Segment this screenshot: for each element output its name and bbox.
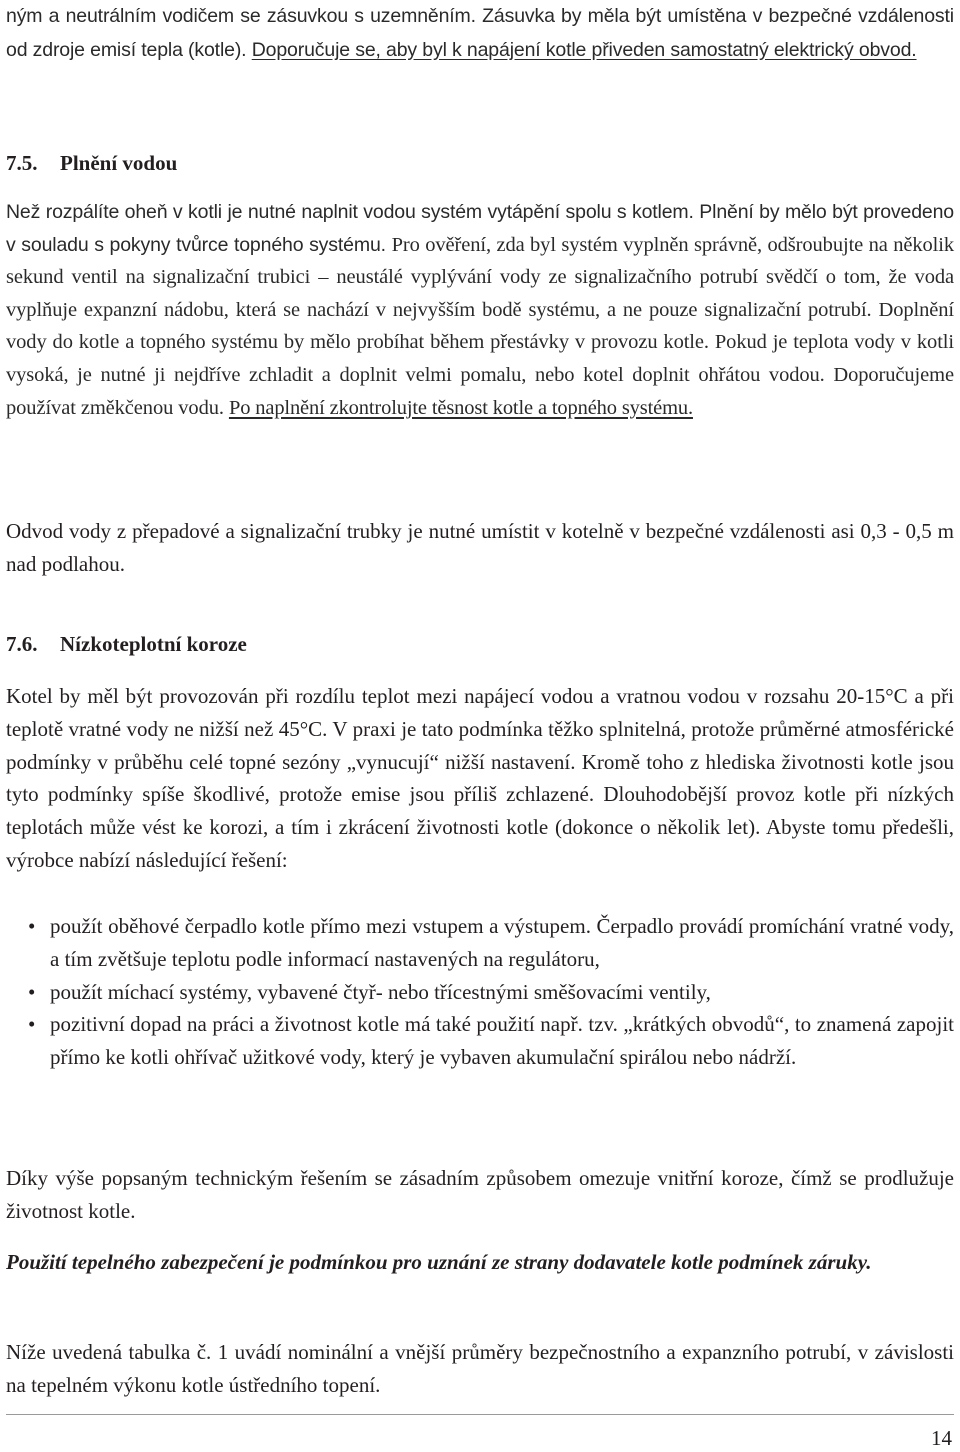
section-heading-7-5 bbox=[6, 147, 177, 180]
intro-paragraph bbox=[6, 0, 954, 67]
para-text-a: Než rozpálíte oheň v kotli je nutné naplnit vodou systém vytápění spolu s kotlem. Plnění by mělo být provedeno v souladu s pokyny tvůrce topného systému. bbox=[6, 201, 954, 256]
section-title: Plnění vodou bbox=[60, 151, 178, 175]
section-number: 7.5. bbox=[6, 151, 38, 175]
section-heading-7-6 bbox=[6, 628, 247, 661]
section-7-5-paragraph-1 bbox=[6, 196, 954, 424]
para-text-b: Pro ověření, zda byl systém vyplněn správně, odšroubujte na několik sekund ventil na signalizační trubici – neustálé vyplývání vody ze signalizačního potrubí svědčí o tom, že voda vyplňuje expanzní nádobu, která se nachází v nejvyšším bodě systému, a ne pouze signalizační potrubí. Doplnění vody do kotle a topného systému by mělo probíhat během přestávky v provozu kotle. Pokud je teplota vody v kotli vysoká, je nutné ji nejdříve zchladit a doplnit velmi pomalu, nebo kotel doplnit ohřátou vodou. Doporučujeme používat změkčenou vodu. bbox=[6, 233, 954, 419]
bullet-icon: • bbox=[28, 1012, 36, 1037]
footer-divider bbox=[6, 1414, 954, 1415]
para-text-c: Po naplnění zkontrolujte těsnost kotle a topného systému. bbox=[228, 396, 693, 419]
list-item-text: pozitivní dopad na práci a životnost kotle má také použití např. tzv. „krátkých obvodů“, to znamená zapojit přímo ke kotli ohřívač užitkové vody, který je vybaven akumulační spirálou nebo nádrží. bbox=[50, 1012, 954, 1070]
page-number: 14 bbox=[931, 1426, 952, 1450]
section-title: Nízkoteplotní koroze bbox=[60, 632, 247, 656]
list-item bbox=[6, 910, 954, 976]
bullet-icon: • bbox=[28, 979, 36, 1004]
list-item-text: použít míchací systémy, vybavené čtyř- nebo třícestnými směšovacími ventily, bbox=[50, 979, 711, 1004]
intro-underlined-text: Doporučuje se, aby byl k napájení kotle přiveden samostatný elektrický obvod. bbox=[251, 38, 917, 61]
section-7-5-paragraph-2: Odvod vody z přepadové a signalizační trubky je nutné umístit v kotelně v bezpečné vzdálenosti asi 0,3 - 0,5 m nad podlahou. bbox=[6, 519, 954, 576]
list-item bbox=[6, 976, 954, 1009]
list-item bbox=[6, 1008, 954, 1074]
section-7-6-paragraph-4: Níže uvedená tabulka č. 1 uvádí nominální a vnější průměry bezpečnostního a expanzního potrubí, v závislosti na tepelném výkonu kotle ústředního topení. bbox=[6, 1340, 954, 1397]
section-7-6-paragraph-2: Díky výše popsaným technickým řešením se zásadním způsobem omezuje vnitřní koroze, čímž se prodlužuje životnost kotle. bbox=[6, 1166, 954, 1223]
section-7-6-paragraph-1: Kotel by měl být provozován při rozdílu teplot mezi napájecí vodou a vratnou vodou v rozsahu 20-15°C a při teplotě vratné vody ne nižší než 45°C. V praxi je tato podmínka těžko splnitelná, protože průměrné atmosférické podmínky v průběhu celé topné sezóny „vynucují“ nižší nastavení. Kromě toho z hlediska životnosti kotle jsou tyto podmínky spíše škodlivé, protože emise jsou příliš zchlazené. Dlouhodobější provoz kotle při nízkých teplotách může vést ke korozi, a tím i zkrácení životnosti kotle (dokonce o několik let). Abyste tomu předešli, výrobce nabízí následující řešení: bbox=[6, 684, 954, 872]
warranty-notice: Použití tepelného zabezpečení je podmínkou pro uznání ze strany dodavatele kotle podmínek záruky. bbox=[6, 1250, 872, 1274]
solutions-list bbox=[6, 910, 954, 1074]
intro-text: ným a neutrálním vodičem se zásuvkou s uzemněním. Zásuvka by měla být umístěna v bezpečné vzdálenosti od zdroje emisí tepla (kotle). bbox=[6, 5, 954, 61]
list-item-text: použít oběhové čerpadlo kotle přímo mezi vstupem a výstupem. Čerpadlo provádí promíchání vratné vody, a tím zvětšuje teplotu podle informací nastavených na regulátoru, bbox=[50, 914, 954, 971]
section-number: 7.6. bbox=[6, 632, 38, 656]
bullet-icon: • bbox=[28, 914, 36, 938]
